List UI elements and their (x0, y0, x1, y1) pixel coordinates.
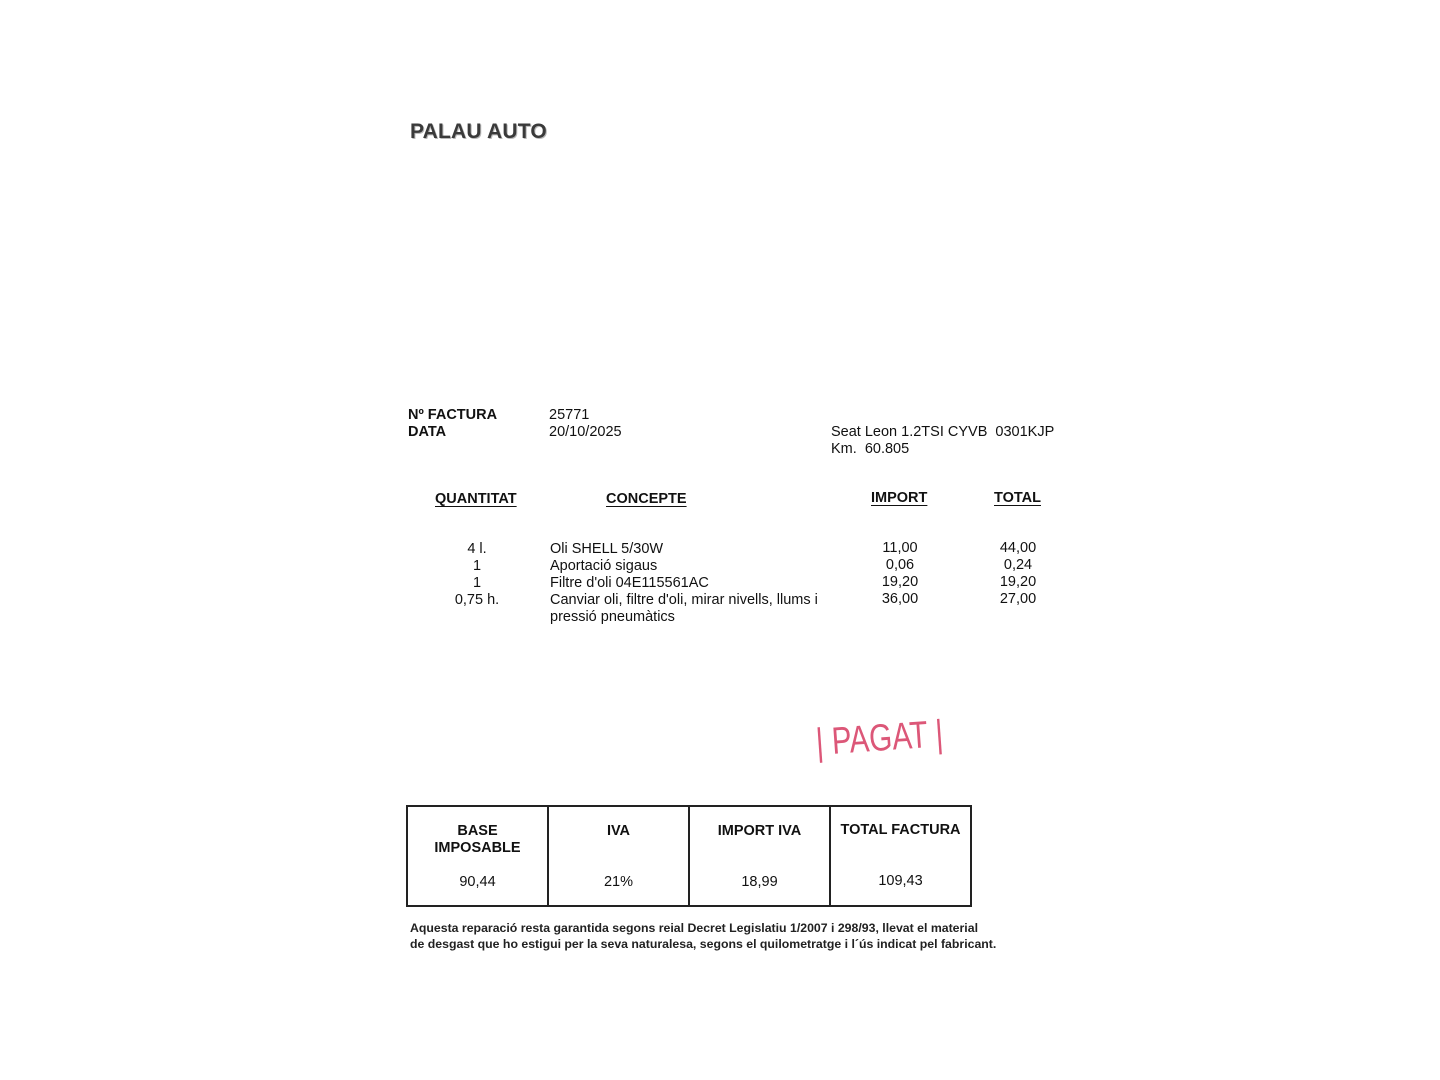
warranty-note-line: Aquesta reparació resta garantida segons reial Decret Legislatiu 1/2007 i 298/93, llevat el material (410, 921, 978, 935)
line-quantity: 1 (472, 558, 482, 574)
line-quantity: 1 (472, 575, 482, 591)
totals-iva (549, 807, 690, 905)
totals-box (406, 805, 972, 907)
line-import: 0,06 (885, 557, 915, 573)
invoice-number: 25771 (549, 407, 590, 423)
total-value: 109,43 (878, 873, 923, 889)
import-iva-value: 18,99 (741, 874, 778, 890)
iva-value: 21% (603, 874, 634, 890)
line-concept: Canviar oli, filtre d'oli, mirar nivells, llums i (550, 592, 818, 608)
line-total: 27,00 (999, 591, 1037, 607)
column-header-concept: CONCEPTE (606, 491, 687, 507)
column-header-total: TOTAL (994, 490, 1041, 506)
totals-total (831, 807, 970, 905)
line-concept: Oli SHELL 5/30W (550, 541, 664, 557)
base-label: BASE IMPOSABLE (434, 823, 521, 856)
warranty-note (410, 920, 1010, 952)
line-import: 19,20 (881, 574, 919, 590)
line-quantity: 4 l. (467, 541, 487, 557)
line-total: 44,00 (999, 540, 1037, 556)
line-concept: Aportació sigaus (550, 558, 658, 574)
base-value: 90,44 (459, 874, 496, 890)
invoice-date: 20/10/2025 (549, 424, 622, 440)
iva-label: IVA (606, 823, 631, 839)
line-concept-continuation: pressió pneumàtics (550, 609, 675, 625)
line-total: 0,24 (1003, 557, 1033, 573)
total-label: TOTAL FACTURA (840, 822, 961, 838)
totals-base (408, 807, 549, 905)
paid-stamp: | PAGAT | (814, 713, 945, 764)
warranty-note-line: de desgast que ho estigui per la seva naturalesa, segons el quilometratge i l´ús indicat pel fabricant. (410, 937, 997, 951)
vehicle-km: Km. 60.805 (831, 441, 910, 457)
line-total: 19,20 (999, 574, 1037, 590)
import-iva-label: IMPORT IVA (717, 823, 802, 839)
line-concept: Filtre d'oli 04E115561AC (550, 575, 709, 591)
company-name: PALAU AUTO (410, 120, 547, 143)
line-import: 36,00 (881, 591, 919, 607)
line-quantity: 0,75 h. (454, 592, 500, 608)
totals-import-iva (690, 807, 831, 905)
column-header-quantity: QUANTITAT (435, 491, 517, 507)
invoice-number-label: Nº FACTURA (408, 407, 498, 423)
line-import: 11,00 (882, 540, 918, 556)
vehicle-model: Seat Leon 1.2TSI CYVB 0301KJP (831, 424, 1055, 440)
column-header-import: IMPORT (871, 490, 928, 506)
invoice-date-label: DATA (408, 424, 447, 440)
